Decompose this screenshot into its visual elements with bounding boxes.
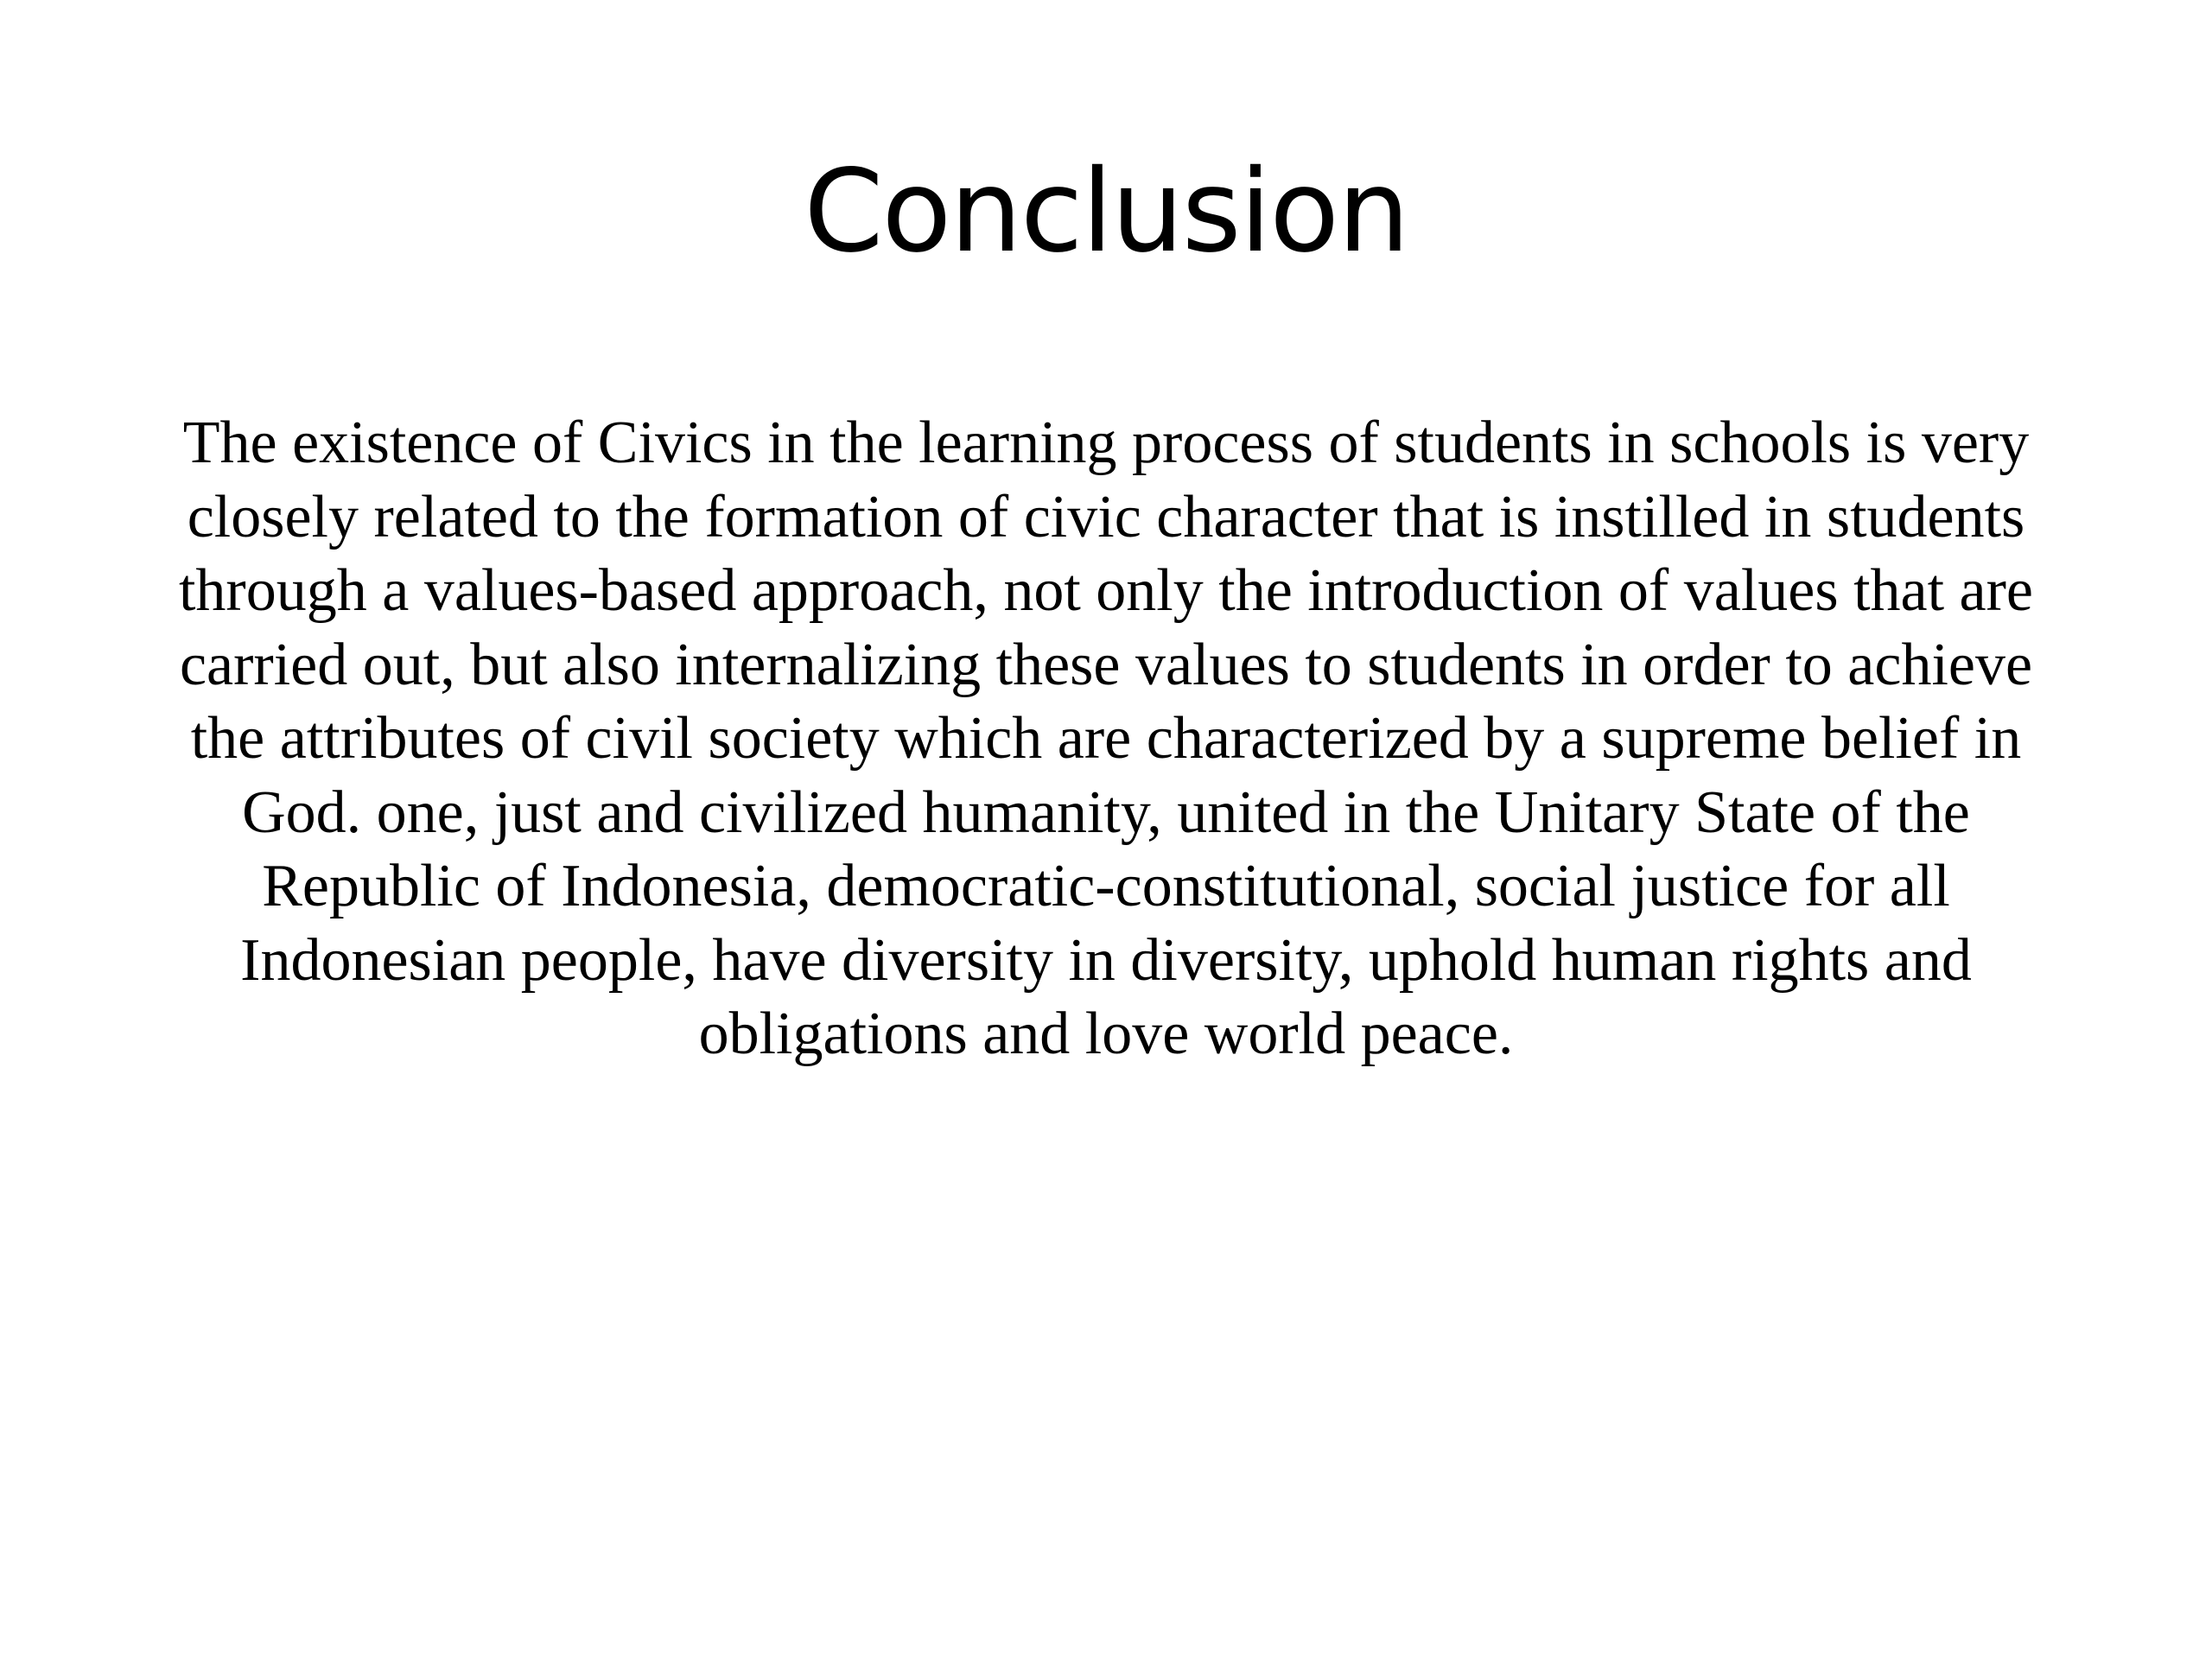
body-line: carried out, but also internalizing these values to students in order to achieve — [179, 631, 2033, 698]
body-line: the attributes of civil society which are characterized by a supreme belief in — [190, 705, 2022, 772]
body-line: obligations and love world peace. — [698, 1001, 1514, 1067]
body-line: through a values-based approach, not only the introduction of values that are — [178, 557, 2033, 624]
body-line: The existence of Civics in the learning process of students in schools is very — [182, 410, 2030, 476]
slide-title: Conclusion — [804, 145, 1408, 278]
body-line: closely related to the formation of civic character that is instilled in students — [187, 483, 2025, 550]
slide-body-paragraph — [156, 406, 2056, 1071]
body-line: Indonesian people, have diversity in diversity, uphold human rights and — [240, 926, 1972, 994]
body-line: Republic of Indonesia, democratic-constitutional, social justice for all — [262, 853, 1950, 919]
body-line: God. one, just and civilized humanity, united in the Unitary State of the — [242, 779, 1970, 846]
